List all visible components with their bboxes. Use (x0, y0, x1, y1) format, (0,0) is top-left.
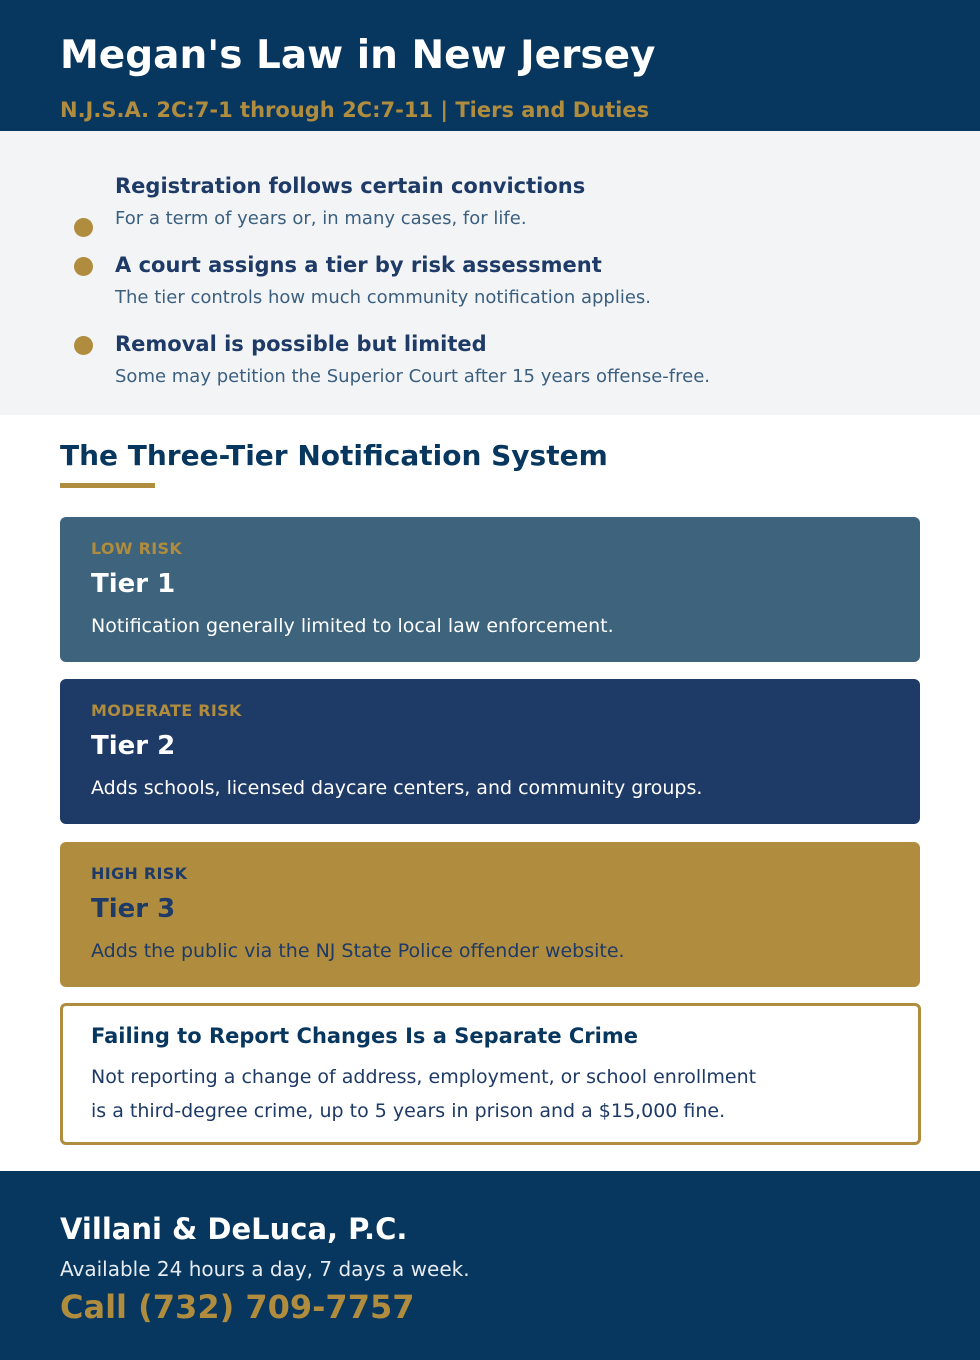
key-point (0, 252, 980, 322)
page-subtitle: N.J.S.A. 2C:7-1 through 2C:7-11 | Tiers and Duties (60, 98, 650, 122)
section-divider (60, 483, 155, 488)
key-points-panel (0, 131, 980, 415)
tier-description: Adds schools, licensed daycare centers, and community groups. (91, 777, 703, 799)
tier-card-3 (60, 842, 920, 987)
key-point (0, 331, 980, 401)
warning-text-line: is a third-degree crime, up to 5 years in prison and a $15,000 fine. (91, 1100, 726, 1122)
warning-title: Failing to Report Changes Is a Separate Crime (91, 1024, 638, 1048)
tier-card-1 (60, 517, 920, 662)
tier-risk-label: LOW RISK (91, 539, 183, 558)
tier-risk-label: MODERATE RISK (91, 701, 242, 720)
availability-text: Available 24 hours a day, 7 days a week. (60, 1257, 470, 1281)
tier-card-2 (60, 679, 920, 824)
tier-risk-label: HIGH RISK (91, 864, 188, 883)
firm-name: Villani & DeLuca, P.C. (60, 1212, 408, 1246)
bullet-dot-icon (74, 218, 93, 237)
key-point (0, 173, 980, 243)
tier-name: Tier 3 (91, 894, 176, 924)
header-banner (0, 0, 980, 131)
key-point-title: Registration follows certain convictions (115, 174, 586, 198)
section-title: The Three-Tier Notification System (60, 439, 608, 472)
phone-number: Call (732) 709-7757 (60, 1288, 415, 1326)
warning-text-line: Not reporting a change of address, employment, or school enrollment (91, 1066, 757, 1088)
key-point-description: The tier controls how much community notification applies. (115, 287, 652, 308)
key-point-title: Removal is possible but limited (115, 332, 487, 356)
bullet-dot-icon (74, 257, 93, 276)
bullet-dot-icon (74, 336, 93, 355)
tier-name: Tier 1 (91, 569, 176, 599)
key-point-title: A court assigns a tier by risk assessment (115, 253, 602, 277)
tier-description: Adds the public via the NJ State Police offender website. (91, 940, 625, 962)
footer-contact (0, 1171, 980, 1360)
warning-callout (60, 1003, 921, 1145)
tier-description: Notification generally limited to local law enforcement. (91, 615, 614, 637)
key-point-description: For a term of years or, in many cases, for life. (115, 208, 527, 229)
tier-name: Tier 2 (91, 731, 176, 761)
page-title: Megan's Law in New Jersey (60, 33, 656, 78)
key-point-description: Some may petition the Superior Court after 15 years offense-free. (115, 366, 711, 387)
